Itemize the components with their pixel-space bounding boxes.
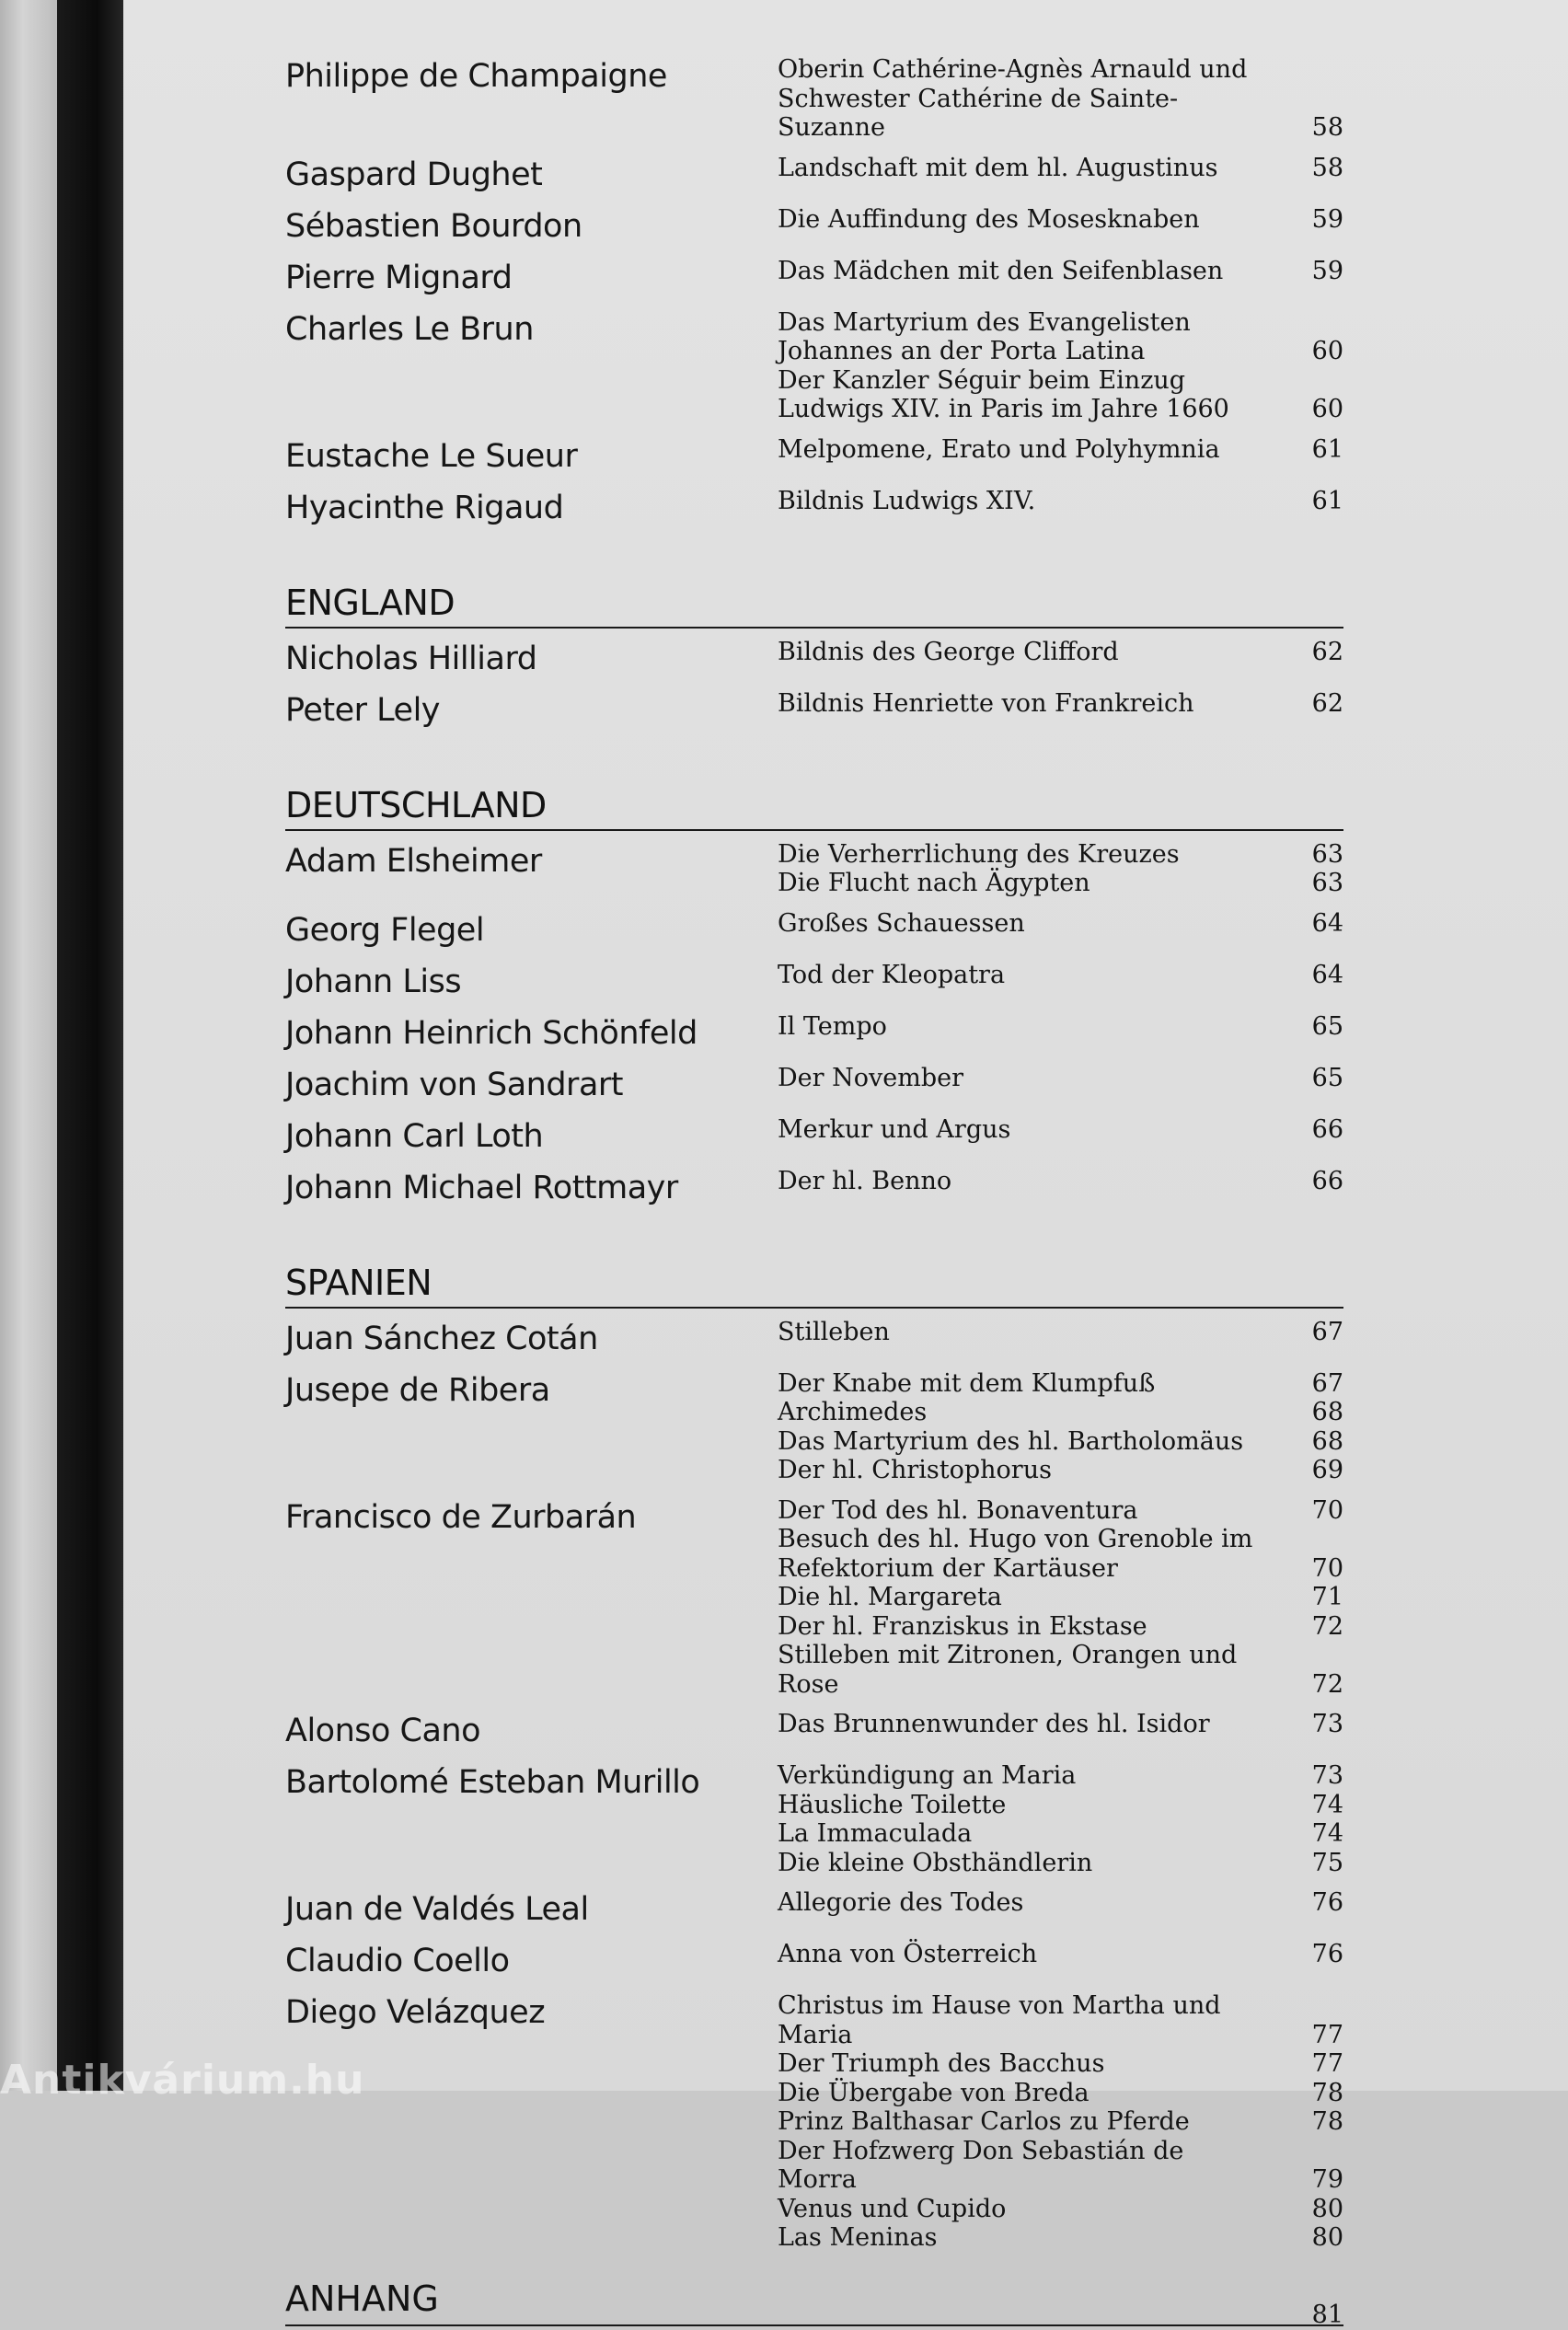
works-list	[778, 1010, 1343, 1042]
works-list	[778, 1938, 1343, 1969]
work-title: Das Martyrium des hl. Bartholomäus	[778, 1426, 1244, 1456]
page-number: 70	[1311, 1553, 1343, 1583]
artist-name: Nicholas Hilliard	[285, 640, 537, 677]
work-title: Die Flucht nach Ägypten	[778, 869, 1090, 897]
work-row	[778, 1167, 1343, 1196]
works-list	[778, 1759, 1343, 1877]
page-number: 73	[1311, 1761, 1343, 1790]
page-number: 64	[1311, 960, 1343, 989]
works-list	[778, 433, 1343, 465]
intro-entries	[285, 53, 1343, 536]
work-title: Besuch des hl. Hugo von Grenoble im Refektorium der Kartäuser	[778, 1525, 1253, 1583]
country-section	[285, 785, 1343, 1217]
work-row	[778, 1064, 1343, 1093]
artist-name: Francisco de Zurbarán	[285, 1498, 637, 1536]
works-list	[778, 838, 1343, 898]
page-number: 58	[1311, 113, 1343, 142]
works-list	[778, 636, 1343, 667]
work-title: Stilleben	[778, 1317, 890, 1346]
work-row	[778, 1369, 1343, 1399]
entry-spacer	[285, 194, 1343, 203]
country-section	[285, 1263, 1343, 2262]
page-number: 65	[1311, 1011, 1343, 1041]
section-entries	[285, 636, 1343, 739]
toc-entry	[285, 306, 1343, 424]
section-entries	[285, 838, 1343, 1217]
works-list	[778, 1886, 1343, 1918]
work-title: Il Tempo	[778, 1011, 887, 1041]
work-row	[778, 1496, 1343, 1526]
entry-spacer	[285, 476, 1343, 485]
work-row	[778, 2107, 1343, 2137]
work-title: Las Meninas	[778, 2223, 938, 2252]
artist-name: Peter Lely	[285, 691, 441, 729]
entry-spacer	[285, 898, 1343, 907]
page-number: 66	[1311, 1114, 1343, 1144]
page-number: 71	[1311, 1583, 1343, 1611]
page-number: 78	[1311, 2107, 1343, 2136]
work-row	[778, 2079, 1343, 2108]
page-number: 80	[1311, 2194, 1343, 2223]
work-row	[778, 2195, 1343, 2224]
page-number: 76	[1311, 1940, 1343, 1968]
toc-entry	[285, 959, 1343, 1001]
page-number: 70	[1311, 1495, 1343, 1525]
page-number: 62	[1311, 688, 1343, 718]
entry-spacer	[285, 1877, 1343, 1886]
work-row	[778, 55, 1343, 143]
artist-name: Juan de Valdés Leal	[285, 1891, 589, 1928]
artist-name: Juan Sánchez Cotán	[285, 1320, 598, 1357]
works-list	[778, 1165, 1343, 1196]
work-title: Der hl. Christophorus	[778, 1456, 1052, 1484]
toc-entry	[285, 1938, 1343, 1980]
work-title: Der Triumph des Bacchus	[778, 2049, 1105, 2078]
toc-entry	[285, 687, 1343, 730]
work-row	[778, 1427, 1343, 1457]
table-of-contents	[285, 53, 1343, 2329]
work-row	[778, 257, 1343, 286]
work-title: Anna von Österreich	[778, 1940, 1038, 1968]
artist-name: Johann Michael Rottmayr	[285, 1169, 678, 1206]
page-number: 58	[1311, 153, 1343, 182]
page-number: 65	[1311, 1063, 1343, 1092]
page-number: 74	[1311, 1819, 1343, 1848]
work-title: Die Verherrlichung des Kreuzes	[778, 839, 1180, 869]
artist-name: Johann Liss	[285, 963, 462, 1000]
work-title: Die Auffindung des Mosesknaben	[778, 204, 1200, 234]
work-title: Oberin Cathérine-Agnès Arnauld und Schwester Cathérine de Sainte-Suzanne	[778, 55, 1248, 142]
toc-entry	[285, 1010, 1343, 1053]
entry-spacer	[285, 1485, 1343, 1494]
page-number: 63	[1311, 839, 1343, 869]
work-title: Christus im Hause von Martha und Maria	[778, 1991, 1221, 2049]
toc-entry	[285, 1165, 1343, 1207]
works-list	[778, 53, 1343, 143]
work-row	[778, 689, 1343, 719]
work-row	[778, 1940, 1343, 1969]
entry-spacer	[285, 1358, 1343, 1367]
toc-entry	[285, 1494, 1343, 1700]
work-title: Häusliche Toilette	[778, 1790, 1007, 1819]
work-row	[778, 1612, 1343, 1642]
work-title: Allegorie des Todes	[778, 1888, 1024, 1917]
page-number: 72	[1311, 1611, 1343, 1641]
book-spine	[57, 0, 123, 2091]
work-title: Der Hofzwerg Don Sebastián de Morra	[778, 2136, 1184, 2194]
toc-entry	[285, 1062, 1343, 1104]
toc-entry	[285, 636, 1343, 678]
page-number: 61	[1311, 486, 1343, 515]
work-row	[778, 1849, 1343, 1878]
page-number: 77	[1311, 2049, 1343, 2078]
background-wall	[0, 0, 57, 2091]
section-heading: SPANIEN	[285, 1263, 1343, 1309]
entry-spacer	[285, 1104, 1343, 1113]
entry-spacer	[285, 2253, 1343, 2262]
toc-entry	[285, 1708, 1343, 1750]
entry-spacer	[285, 246, 1343, 255]
work-row	[778, 1641, 1343, 1699]
artist-name: Joachim von Sandrart	[285, 1066, 624, 1103]
artist-name: Hyacinthe Rigaud	[285, 489, 564, 526]
work-title: Verkündigung an Maria	[778, 1761, 1077, 1790]
artist-name: Jusepe de Ribera	[285, 1371, 550, 1409]
artist-name: Adam Elsheimer	[285, 842, 542, 880]
toc-entry	[285, 1113, 1343, 1156]
work-row	[778, 1583, 1343, 1612]
entry-spacer	[285, 1053, 1343, 1062]
work-row	[778, 961, 1343, 990]
entry-spacer	[285, 1207, 1343, 1217]
entry-spacer	[285, 143, 1343, 152]
work-row	[778, 154, 1343, 183]
page-number: 60	[1311, 395, 1343, 423]
entry-spacer	[285, 1980, 1343, 1990]
artist-name: Johann Heinrich Schönfeld	[285, 1014, 698, 1052]
work-row	[778, 840, 1343, 870]
country-section	[285, 582, 1343, 739]
work-row	[778, 1888, 1343, 1918]
artist-name: Sébastien Bourdon	[285, 207, 582, 245]
toc-entry	[285, 53, 1343, 143]
work-title: Der hl. Benno	[778, 1166, 952, 1195]
page-number: 64	[1311, 908, 1343, 938]
page-number: 63	[1311, 869, 1343, 897]
work-title: Der November	[778, 1063, 963, 1092]
toc-entry	[285, 485, 1343, 527]
works-list	[778, 203, 1343, 235]
page-number: 73	[1311, 1710, 1343, 1738]
toc-entry	[285, 1316, 1343, 1358]
page-number: 76	[1311, 1888, 1343, 1917]
work-title: Venus und Cupido	[778, 2194, 1007, 2223]
artist-name: Diego Velázquez	[285, 1994, 546, 2031]
work-title: Das Mädchen mit den Seifenblasen	[778, 256, 1224, 285]
work-title: Die kleine Obsthändlerin	[778, 1848, 1093, 1877]
work-row	[778, 308, 1343, 366]
entry-spacer	[285, 297, 1343, 306]
appendix-heading: ANHANG	[285, 2278, 439, 2319]
works-list	[778, 907, 1343, 939]
work-title: Der Kanzler Séguir beim Einzug Ludwigs XIV. in Paris im Jahre 1660	[778, 365, 1229, 423]
work-row	[778, 1456, 1343, 1485]
page-number: 78	[1311, 2078, 1343, 2107]
work-title: Melpomene, Erato und Polyhymnia	[778, 434, 1220, 464]
toc-entry	[285, 907, 1343, 950]
work-row	[778, 909, 1343, 939]
work-title: Archimedes	[778, 1398, 928, 1426]
artist-name: Charles Le Brun	[285, 310, 534, 348]
works-list	[778, 1316, 1343, 1347]
toc-entry	[285, 1759, 1343, 1877]
page-number: 67	[1311, 1368, 1343, 1398]
country-sections	[285, 582, 1343, 2262]
toc-entry	[285, 255, 1343, 297]
page-number: 68	[1311, 1398, 1343, 1426]
work-row	[778, 1525, 1343, 1583]
work-title: Landschaft mit dem hl. Augustinus	[778, 153, 1218, 182]
work-title: Die Übergabe von Breda	[778, 2078, 1090, 2107]
appendix-page-number: 81	[1311, 2301, 1343, 2329]
entry-spacer	[285, 1929, 1343, 1938]
toc-entry	[285, 1990, 1343, 2253]
work-title: La Immaculada	[778, 1819, 973, 1848]
page-number: 60	[1311, 337, 1343, 365]
artist-name: Johann Carl Loth	[285, 1117, 544, 1155]
watermark-logo: Antikvárium.hu	[0, 2057, 365, 2104]
work-row	[778, 2049, 1343, 2079]
toc-entry	[285, 1886, 1343, 1929]
work-row	[778, 2137, 1343, 2195]
work-title: Merkur und Argus	[778, 1114, 1011, 1144]
artist-name: Bartolomé Esteban Murillo	[285, 1764, 700, 1801]
page-number: 67	[1311, 1317, 1343, 1346]
works-list	[778, 255, 1343, 286]
works-list	[778, 1113, 1343, 1145]
work-title: Das Brunnenwunder des hl. Isidor	[778, 1710, 1210, 1738]
work-title: Großes Schauessen	[778, 908, 1025, 938]
page-number: 59	[1311, 204, 1343, 234]
work-row	[778, 869, 1343, 898]
page-number: 61	[1311, 434, 1343, 464]
work-row	[778, 1819, 1343, 1849]
entry-spacer	[285, 678, 1343, 687]
entry-spacer	[285, 1156, 1343, 1165]
page-number: 79	[1311, 2165, 1343, 2194]
work-row	[778, 638, 1343, 667]
page-number: 66	[1311, 1166, 1343, 1195]
artist-name: Gaspard Dughet	[285, 156, 543, 193]
artist-name: Pierre Mignard	[285, 259, 513, 296]
page-number: 59	[1311, 256, 1343, 285]
works-list	[778, 1494, 1343, 1700]
works-list	[778, 1367, 1343, 1485]
work-title: Bildnis Ludwigs XIV.	[778, 486, 1036, 515]
work-row	[778, 1398, 1343, 1427]
toc-entry	[285, 1367, 1343, 1485]
work-title: Bildnis Henriette von Frankreich	[778, 688, 1194, 718]
page-number: 80	[1311, 2223, 1343, 2252]
work-title: Tod der Kleopatra	[778, 960, 1006, 989]
entry-spacer	[285, 1750, 1343, 1759]
works-list	[778, 485, 1343, 516]
entry-spacer	[285, 730, 1343, 739]
work-row	[778, 2223, 1343, 2253]
work-title: Der hl. Franziskus in Ekstase	[778, 1611, 1147, 1641]
entry-spacer	[285, 1699, 1343, 1708]
work-title: Bildnis des George Clifford	[778, 637, 1119, 666]
page-number: 68	[1311, 1426, 1343, 1456]
work-title: Der Tod des hl. Bonaventura	[778, 1495, 1138, 1525]
appendix-row	[285, 2278, 1343, 2329]
work-title: Stilleben mit Zitronen, Orangen und Rose	[778, 1641, 1238, 1699]
entry-spacer	[285, 1001, 1343, 1010]
toc-entry	[285, 203, 1343, 246]
toc-entry	[285, 433, 1343, 476]
work-row	[778, 1710, 1343, 1739]
work-title: Prinz Balthasar Carlos zu Pferde	[778, 2107, 1190, 2136]
works-list	[778, 1990, 1343, 2253]
work-row	[778, 366, 1343, 424]
work-row	[778, 1115, 1343, 1145]
work-title: Der Knabe mit dem Klumpfuß	[778, 1368, 1156, 1398]
artist-name: Eustache Le Sueur	[285, 437, 578, 475]
works-list	[778, 1062, 1343, 1093]
work-row	[778, 487, 1343, 516]
section-entries	[285, 1316, 1343, 2262]
page-number: 77	[1311, 2020, 1343, 2049]
works-list	[778, 687, 1343, 719]
entry-spacer	[285, 424, 1343, 433]
works-list	[778, 1708, 1343, 1739]
page-number: 75	[1311, 1848, 1343, 1877]
toc-entry	[285, 838, 1343, 898]
work-title: Die hl. Margareta	[778, 1583, 1002, 1611]
entry-spacer	[285, 527, 1343, 536]
section-heading: DEUTSCHLAND	[285, 785, 1343, 831]
toc-entry	[285, 152, 1343, 194]
artist-name: Georg Flegel	[285, 911, 485, 949]
work-row	[778, 205, 1343, 235]
page-number: 69	[1311, 1456, 1343, 1484]
work-row	[778, 1991, 1343, 2049]
work-row	[778, 435, 1343, 465]
page-number: 62	[1311, 637, 1343, 666]
artist-name: Alonso Cano	[285, 1713, 481, 1749]
work-title: Das Martyrium des Evangelisten Johannes an der Porta Latina	[778, 307, 1191, 365]
works-list	[778, 959, 1343, 990]
works-list	[778, 306, 1343, 424]
page-number: 74	[1311, 1790, 1343, 1819]
work-row	[778, 1318, 1343, 1347]
page-number: 72	[1311, 1669, 1343, 1699]
entry-spacer	[285, 950, 1343, 959]
work-row	[778, 1012, 1343, 1042]
work-row	[778, 1761, 1343, 1791]
work-row	[778, 1791, 1343, 1820]
artist-name: Claudio Coello	[285, 1943, 510, 1979]
artist-name: Philippe de Champaigne	[285, 58, 667, 95]
section-heading: ENGLAND	[285, 582, 1343, 629]
works-list	[778, 152, 1343, 183]
